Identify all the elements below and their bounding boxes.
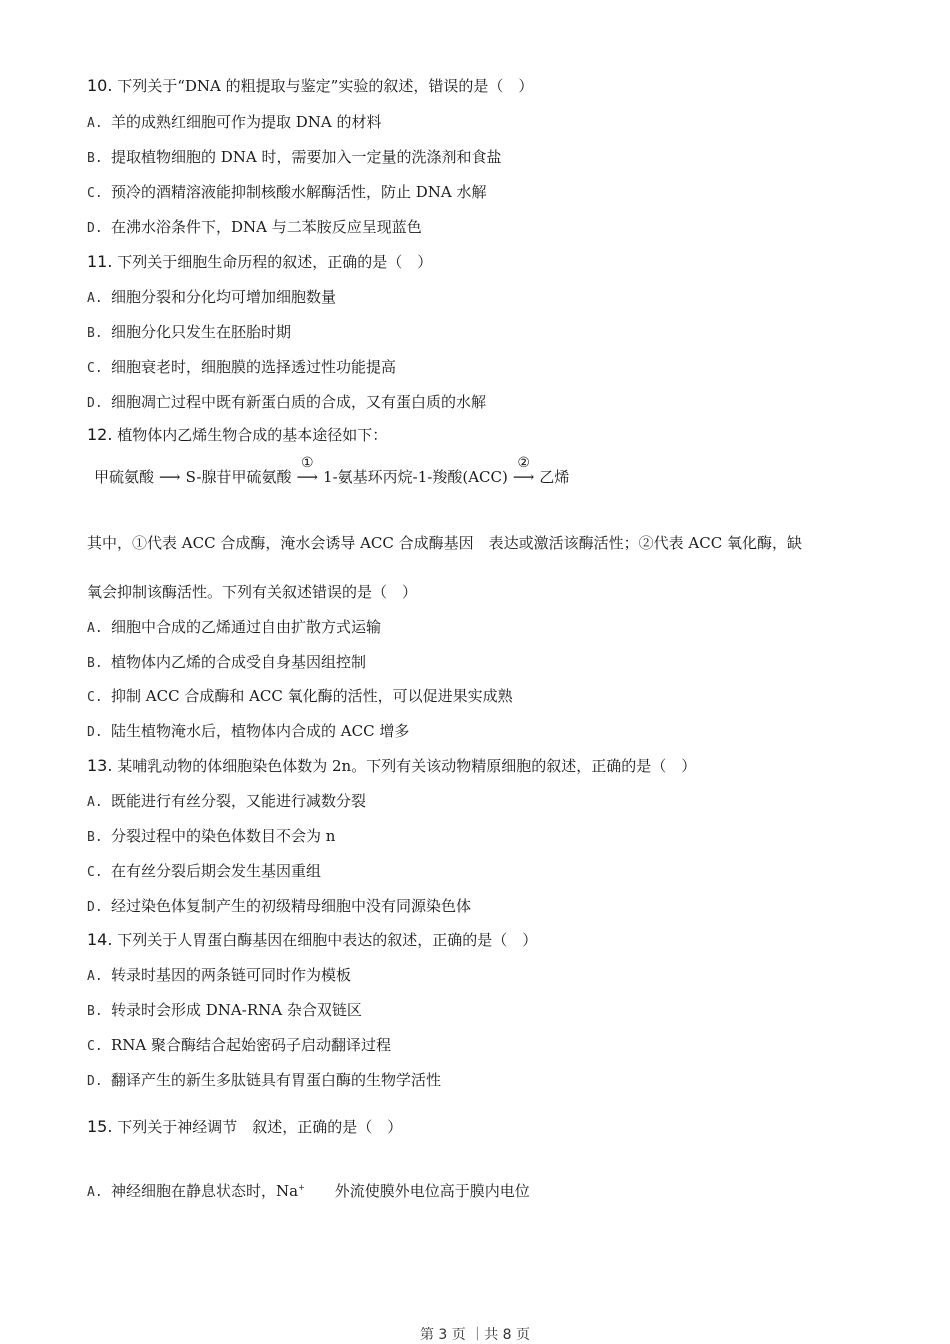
question-10 bbox=[87, 76, 533, 96]
question-number: 14. bbox=[87, 930, 113, 949]
pathway-step: 甲硫氨酸 bbox=[94, 468, 155, 486]
question-number: 11. bbox=[87, 252, 113, 271]
ethylene-pathway-diagram bbox=[94, 455, 570, 487]
option-c: C. RNA 聚合酶结合起始密码子启动翻译过程 bbox=[87, 1036, 392, 1054]
step-marker: ② bbox=[517, 455, 530, 471]
option-a: A. 细胞分裂和分化均可增加细胞数量 bbox=[87, 288, 337, 306]
option-b: B. 植物体内乙烯的合成受自身基因组控制 bbox=[87, 653, 367, 671]
question-13 bbox=[87, 756, 696, 776]
page-footer: 第 3 页 ｜共 8 页 bbox=[419, 1327, 531, 1343]
option-b: B. 分裂过程中的染色体数目不会为 n bbox=[87, 827, 336, 845]
option-c: C. 预冷的酒精溶液能抑制核酸水解酶活性，防止 DNA 水解 bbox=[87, 183, 487, 201]
superscript: + bbox=[298, 1183, 305, 1192]
question-14 bbox=[87, 930, 537, 950]
option-c: C. 抑制 ACC 合成酶和 ACC 氧化酶的活性，可以促进果实成熟 bbox=[87, 687, 513, 705]
option-b: B. 提取植物细胞的 DNA 时，需要加入一定量的洗涤剂和食盐 bbox=[87, 148, 502, 166]
option-c: C. 在有丝分裂后期会发生基因重组 bbox=[87, 862, 322, 880]
question-stem: 下列关于人胃蛋白酶基因在细胞中表达的叙述，正确的是（ ） bbox=[117, 931, 538, 949]
question-11 bbox=[87, 252, 432, 272]
arrow-icon: ② ⟶ bbox=[512, 455, 535, 486]
pathway-step: 1-氨基环丙烷-1-羧酸(ACC) bbox=[323, 468, 508, 486]
option-b: B. 细胞分化只发生在胚胎时期 bbox=[87, 323, 292, 341]
arrow-icon: ① ⟶ bbox=[296, 455, 319, 486]
option-a: A. 神经细胞在静息状态时，Na+ 外流使膜外电位高于膜内电位 bbox=[87, 1182, 530, 1200]
question-number: 12. bbox=[87, 425, 113, 444]
pathway-step: 乙烯 bbox=[539, 468, 570, 486]
question-context: 氧会抑制该酶活性。下列有关叙述错误的是（ ） bbox=[87, 583, 418, 601]
question-number: 13. bbox=[87, 756, 113, 775]
option-d: D. 陆生植物淹水后，植物体内合成的 ACC 增多 bbox=[87, 722, 410, 740]
pathway-step: S-腺苷甲硫氨酸 bbox=[185, 468, 292, 486]
option-a: A. 羊的成熟红细胞可作为提取 DNA 的材料 bbox=[87, 113, 382, 131]
option-a: A. 既能进行有丝分裂，又能进行减数分裂 bbox=[87, 792, 367, 810]
option-d: D. 翻译产生的新生多肽链具有胃蛋白酶的生物学活性 bbox=[87, 1071, 442, 1089]
option-c: C. 细胞衰老时，细胞膜的选择透过性功能提高 bbox=[87, 358, 397, 376]
question-12 bbox=[87, 425, 387, 445]
option-a: A. 转录时基因的两条链可同时作为模板 bbox=[87, 966, 352, 984]
option-d: D. 细胞凋亡过程中既有新蛋白质的合成，又有蛋白质的水解 bbox=[87, 393, 487, 411]
question-stem: 下列关于细胞生命历程的叙述，正确的是（ ） bbox=[117, 253, 433, 271]
option-d: D. 在沸水浴条件下，DNA 与二苯胺反应呈现蓝色 bbox=[87, 218, 422, 236]
question-stem: 下列关于“DNA 的粗提取与鉴定”实验的叙述，错误的是（ ） bbox=[117, 77, 534, 95]
question-stem: 植物体内乙烯生物合成的基本途径如下： bbox=[117, 426, 388, 444]
question-15 bbox=[87, 1117, 402, 1137]
question-context: 其中，①代表 ACC 合成酶，淹水会诱导 ACC 合成酶基因 表达或激活该酶活性；②代表 ACC 氧化酶，缺 bbox=[87, 534, 802, 552]
option-d: D. 经过染色体复制产生的初级精母细胞中没有同源染色体 bbox=[87, 897, 472, 915]
question-stem: 某哺乳动物的体细胞染色体数为 2n。下列有关该动物精原细胞的叙述，正确的是（ ） bbox=[117, 757, 697, 775]
option-b: B. 转录时会形成 DNA-RNA 杂合双链区 bbox=[87, 1001, 362, 1019]
step-marker: ① bbox=[300, 455, 314, 471]
option-a: A. 细胞中合成的乙烯通过自由扩散方式运输 bbox=[87, 618, 382, 636]
question-number: 10. bbox=[87, 76, 113, 95]
question-number: 15. bbox=[87, 1117, 113, 1136]
question-stem: 下列关于神经调节 叙述，正确的是（ ） bbox=[117, 1118, 403, 1136]
arrow-icon: ⟶ bbox=[159, 468, 181, 486]
